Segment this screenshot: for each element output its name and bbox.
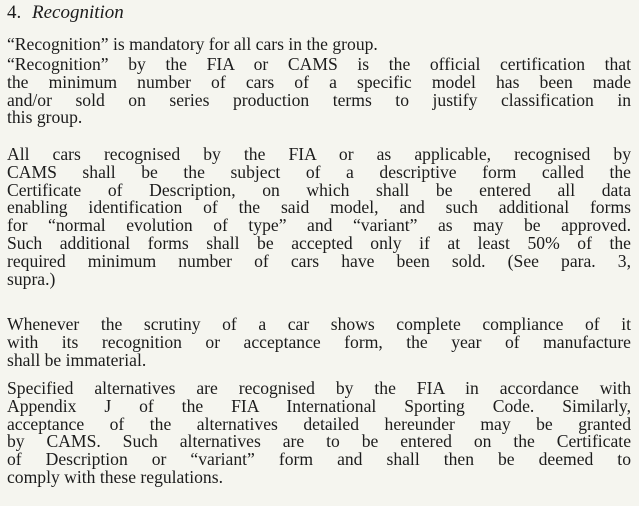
paragraph-line: by CAMS. Such alternatives are to be entered on the Certificate: [7, 431, 631, 452]
paragraph-line: CAMS shall be the subject of a descriptive form called the: [7, 161, 631, 182]
paragraph-line: Certificate of Description, on which shall be entered all data: [7, 179, 631, 200]
paragraph-line: Specified alternatives are recognised by the FIA in accordance with: [7, 378, 631, 398]
paragraph-line: required minimum number of cars have been sold. (See para. 3,: [7, 250, 631, 271]
paragraph-line: Such additional forms shall be accepted only if at least 50% of the: [7, 232, 631, 253]
section-number: 4.: [7, 2, 22, 23]
paragraph-line: enabling identification of the said model, and such additional forms: [7, 197, 631, 218]
section-title: Recognition: [32, 2, 124, 23]
paragraph-mandatory: [7, 36, 631, 54]
paragraph-line: with its recognition or acceptance form, the year of manufacture: [7, 331, 631, 352]
paragraph-line: the minimum number of cars of a specific model has been made: [7, 71, 631, 92]
section-heading: [7, 2, 124, 24]
paragraph-scrutiny: [7, 316, 631, 369]
paragraph-line: and/or sold on series production terms to justify classification in: [7, 89, 631, 110]
paragraph-line: this group.: [7, 107, 83, 128]
paragraph-certificate-of-description: [7, 146, 631, 288]
paragraph-line: of Description or “variant” form and shall then be deemed to: [7, 449, 631, 470]
paragraph-line: “Recognition” by the FIA or CAMS is the official certification that: [7, 54, 631, 74]
paragraph-line: for “normal evolution of type” and “variant” as may be approved.: [7, 215, 631, 236]
paragraph-certification: [7, 56, 631, 127]
paragraph-line: “Recognition” is mandatory for all cars in the group.: [7, 34, 378, 54]
paragraph-line: Appendix J of the FIA International Sporting Code. Similarly,: [7, 395, 631, 416]
paragraph-line: comply with these regulations.: [7, 466, 223, 487]
paragraph-specified-alternatives: [7, 380, 631, 487]
paragraph-line: shall be immaterial.: [7, 349, 147, 370]
paragraph-line: acceptance of the alternatives detailed hereunder may be granted: [7, 413, 631, 434]
paragraph-line: supra.): [7, 268, 56, 289]
paragraph-line: All cars recognised by the FIA or as applicable, recognised by: [7, 144, 631, 164]
paragraph-line: Whenever the scrutiny of a car shows complete compliance of it: [7, 314, 631, 334]
